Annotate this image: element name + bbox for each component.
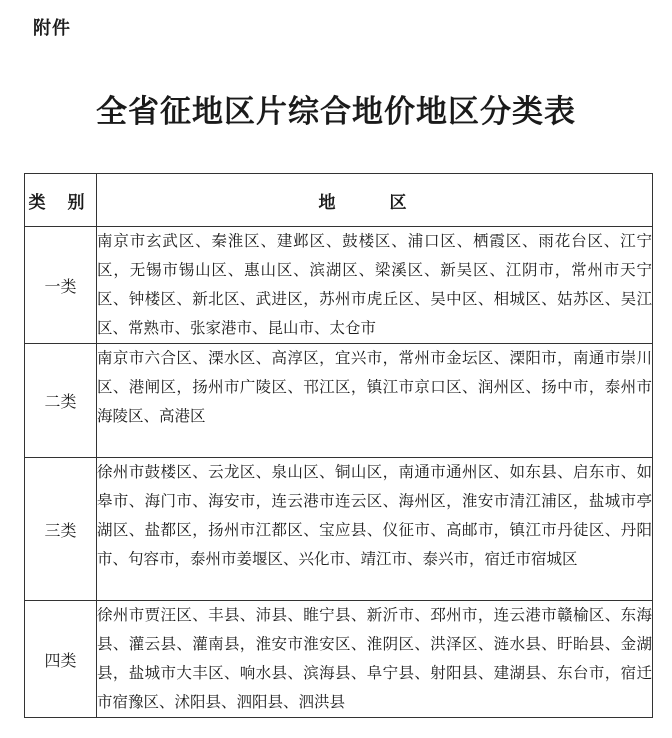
table-row <box>25 227 653 344</box>
category-cell: 一类 <box>25 227 97 344</box>
regions-cell: 南京市玄武区、秦淮区、建邺区、鼓楼区、浦口区、栖霞区、雨花台区、江宁区，无锡市锡山区、惠山区、滨湖区、梁溪区、新吴区、江阴市，常州市天宁区、钟楼区、新北区、武进区，苏州市虎丘区、吴中区、相城区、姑苏区、吴江区、常熟市、张家港市、昆山市、太仓市 <box>97 227 653 344</box>
regions-cell: 徐州市鼓楼区、云龙区、泉山区、铜山区，南通市通州区、如东县、启东市、如皋市、海门市、海安市，连云港市连云区、海州区，淮安市清江浦区，盐城市亭湖区、盐都区，扬州市江都区、宝应县、仪征市、高邮市，镇江市丹徒区、丹阳市、句容市，泰州市姜堰区、兴化市、靖江市、泰兴市，宿迁市宿城区 <box>97 458 653 601</box>
table-row <box>25 458 653 601</box>
classification-table <box>24 173 653 718</box>
category-cell: 三类 <box>25 458 97 601</box>
header-region: 地 区 <box>97 174 653 227</box>
category-cell: 四类 <box>25 601 97 718</box>
category-cell: 二类 <box>25 344 97 458</box>
header-category: 类 别 <box>25 174 97 227</box>
regions-cell: 徐州市贾汪区、丰县、沛县、睢宁县、新沂市、邳州市，连云港市赣榆区、东海县、灌云县、灌南县，淮安市淮安区、淮阴区、洪泽区、涟水县、盱眙县、金湖县，盐城市大丰区、响水县、滨海县、阜宁县、射阳县、建湖县、东台市，宿迁市宿豫区、沭阳县、泗阳县、泗洪县 <box>97 601 653 718</box>
page-title: 全省征地区片综合地价地区分类表 <box>96 94 576 130</box>
table-row <box>25 601 653 718</box>
table-header-row <box>25 174 653 227</box>
attachment-label: 附件 <box>33 18 71 39</box>
regions-cell: 南京市六合区、溧水区、高淳区，宜兴市，常州市金坛区、溧阳市，南通市崇川区、港闸区，扬州市广陵区、邗江区，镇江市京口区、润州区、扬中市，泰州市海陵区、高港区 <box>97 344 653 458</box>
table-row <box>25 344 653 458</box>
